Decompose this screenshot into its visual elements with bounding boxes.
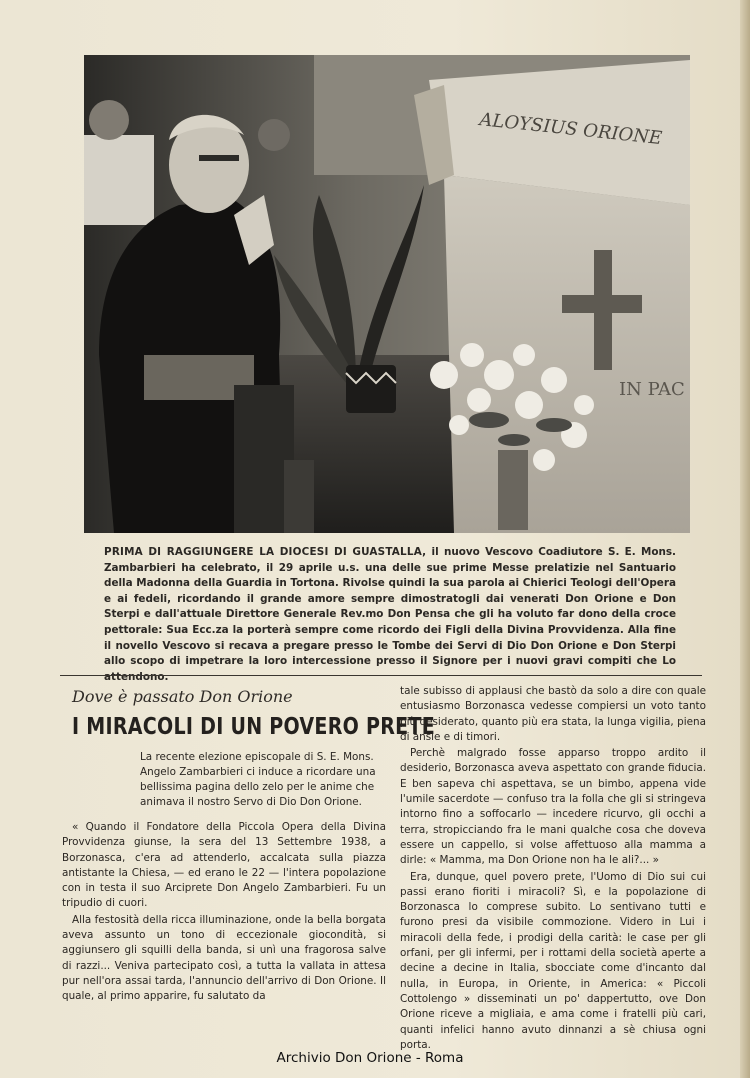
page-edge bbox=[740, 0, 750, 1078]
article-title: I MIRACOLI DI UN POVERO PRETE bbox=[72, 714, 436, 740]
photo-bishop-praying-at-tomb bbox=[84, 55, 690, 533]
paragraph: Perchè malgrado fosse apparso troppo ardito il desiderio, Borzonasca aveva aspettato con grande fiducia. E ben sapeva chi aspettava, se un bimbo, appena vide l'umile sacerdote — confuso tra la folla che gli si stringeva intorno fino a soffocarlo — incedere ricurvo, gli occhi a terra, stropicciando fra le mani qualche cosa che doveva essere un cappello, si volse affettuoso alla mamma a dirle: « Mamma, ma Don Orione non ha le ali?... » bbox=[400, 747, 706, 867]
tomb-inscription-top: ALOYSIUS ORIONE bbox=[478, 109, 663, 150]
paragraph: « Quando il Fondatore della Piccola Opera della Divina Provvidenza giunse, la sera del 13 Settembre 1938, a Borzonasca, c'era ad attenderlo, accalcata sulla piazza antistante la Chiesa, — ed erano le 22 — l'intera popolazione con in testa il suo Arciprete Don Angelo Zambarbieri. Fu un tripudio di cuori. bbox=[62, 821, 386, 910]
article-column-left bbox=[62, 687, 436, 1005]
article-body-right bbox=[400, 684, 706, 1053]
tomb-inscription-bottom: IN PAC bbox=[619, 379, 685, 400]
caption-text: il nuovo Vescovo Coadiutore S. E. Mons. Zambarbieri ha celebrato, il 29 aprile u.s. una delle sue prime Messe prelatizie nel Santuario della Madonna della Guardia in Tortona. Rivolse quindi la sua parola ai Chierici Teologi dell'Opera e ai fedeli, ricordando il grande amore sempre dimostratogli dai venerati Don Orione e Don Sterpi e dall'attuale Direttore Generale Rev.mo Don Pensa che gli ha voluto far dono della croce pettorale: Sua Ecc.za la porterà sempre come ricordo dei Figli della Divina Provvidenza. Alla fine il novello Vescovo si recava a pregare presso le Tombe dei Servi di Dio Don Orione e Don Sterpi allo scopo di impetrare la loro intercessione presso il Signore per i nuovi gravi compiti che Lo attendono. bbox=[104, 546, 676, 683]
article-column-right bbox=[400, 684, 706, 1053]
article-intro: La recente elezione episcopale di S. E. Mons. Angelo Zambarbieri ci induce a ricordare una bellissima pagina dello zelo per le anime che animava il nostro Servo di Dio Don Orione. bbox=[140, 751, 376, 808]
photo-caption bbox=[104, 545, 676, 685]
paragraph: tale subisso di applausi che bastò da solo a dire con quale entusiasmo Borzonasca vedesse compiersi un voto tanto più desiderato, quanto più era stata, la lunga vigilia, piena di ansie e di timori. bbox=[400, 685, 706, 743]
article-kicker: Dove è passato Don Orione bbox=[72, 687, 293, 706]
article-body-left bbox=[62, 820, 386, 1005]
paragraph: Era, dunque, quel povero prete, l'Uomo di Dio sui cui passi erano fioriti i miracoli? Sì, e la popolazione di Borzonasca lo comprese subito. Lo sentivano tutti e furono presi da visibile commozione. Videro in Lui i miracoli della fede, i prodigi della carità: le case per gli orfani, per gli infermi, per i rottami della società aperte a decine a decine in Italia, sbocciate come d'incanto dal nulla, in Europa, in Oriente, in America: « Piccoli Cottolengo » disseminati un po' dappertutto, ove Don Orione riceve a migliaia, e ama come i fratelli più cari, quanti infelici hanno avuto dinnanzi a sè chiusa ogni porta. bbox=[400, 870, 706, 1051]
section-divider bbox=[60, 675, 702, 676]
archive-footer: Archivio Don Orione - Roma bbox=[276, 1050, 464, 1066]
paragraph: Alla festosità della ricca illuminazione, onde la bella borgata aveva assunto un tono di eccezionale giocondità, si aggiunsero gli squilli della banda, si unì una fragorosa salve di razzi... Veniva partecipato così, a tutta la vallata in attesa pur nell'ora assai tarda, l'annuncio dell'arrivo di Don Orione. Il quale, al primo apparire, fu salutato da bbox=[62, 913, 386, 1003]
caption-lead: PRIMA DI RAGGIUNGERE LA DIOCESI DI GUASTALLA, bbox=[104, 546, 427, 558]
